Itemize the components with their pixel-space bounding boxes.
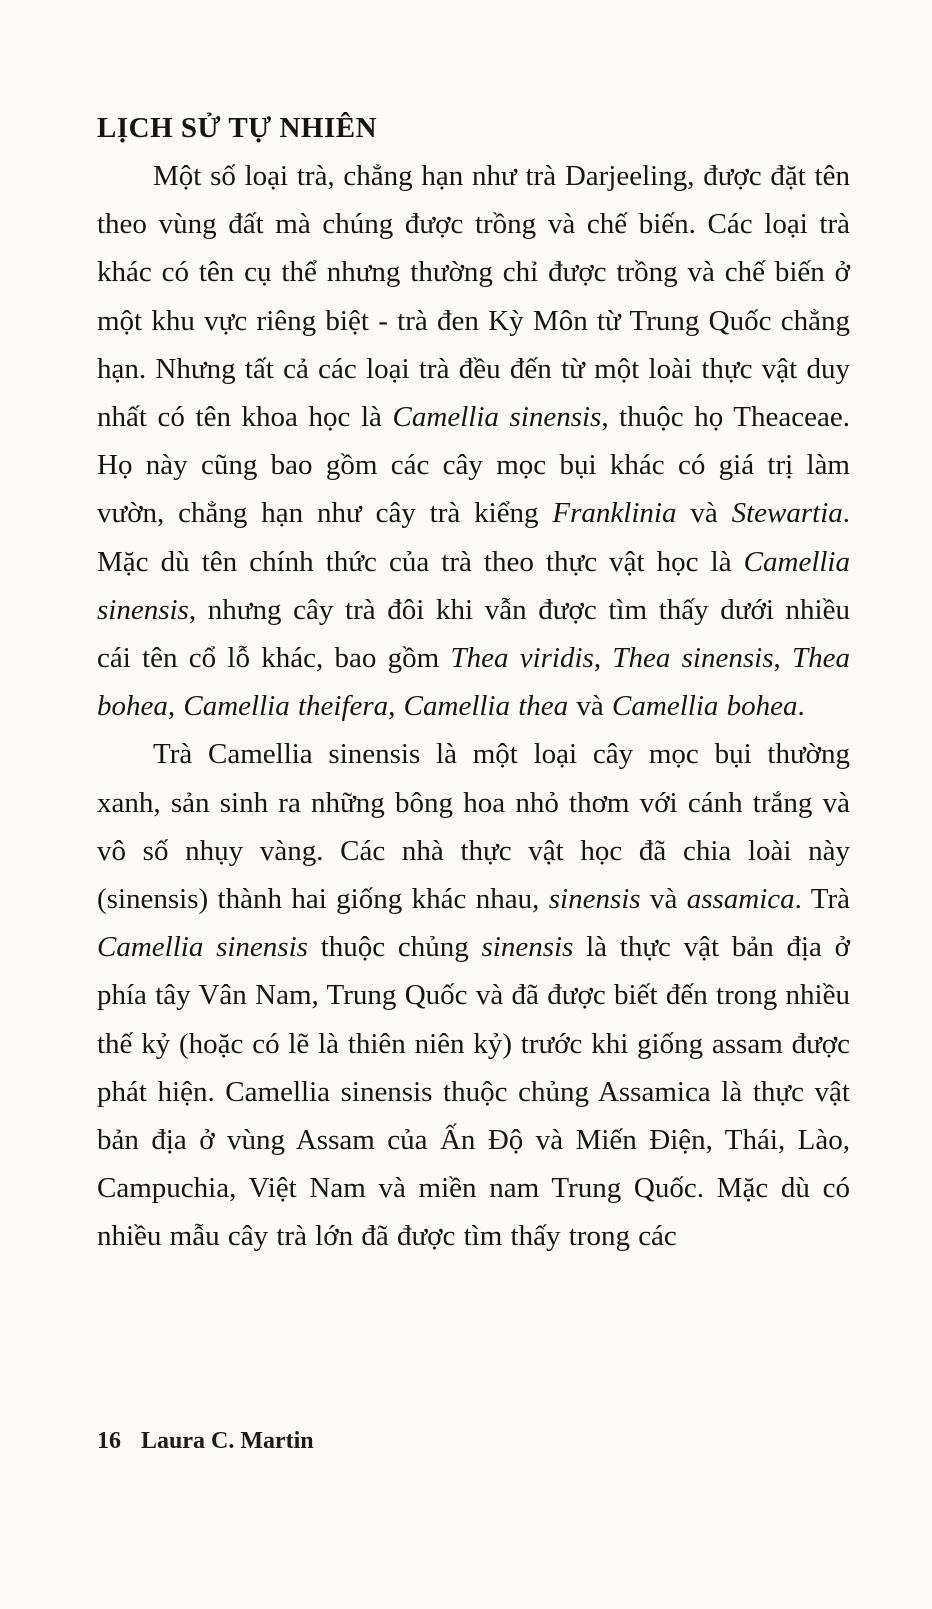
text-run: , [593,642,613,675]
italic-text-run: sinensis [481,931,574,964]
section-heading: LỊCH SỬ TỰ NHIÊN [97,112,378,144]
paragraph [97,152,850,730]
footer-author: Laura C. Martin [141,1428,314,1454]
text-run: . Mặc dù tên chính thức của trà theo thực vật học là [97,497,850,578]
italic-text-run: Camellia thea [403,690,569,723]
text-run: , [388,690,404,723]
text-run: , thuộc họ Theaceae. Họ này cũng bao gồm các cây mọc bụi khác có giá trị làm vườn, chẳng hạn như cây trà kiểng [97,401,850,530]
italic-text-run: Camellia sinensis [97,545,850,626]
text-run: và [568,690,613,723]
page-number: 16 [97,1428,121,1454]
italic-text-run: sinensis [548,883,641,916]
italic-text-run: Camellia bohea [612,690,798,723]
italic-text-run: Camellia theifera [183,690,389,723]
text-run: , nhưng cây trà đôi khi vẫn được tìm thấy dưới nhiều cái tên cổ lỗ khác, bao gồm [97,593,850,675]
page-footer [97,1428,314,1455]
italic-text-run: Stewartia [731,497,843,530]
text-run: . [797,690,805,723]
body-text [97,152,850,1261]
text-run: là thực vật bản địa ở phía tây Vân Nam, Trung Quốc và đã được biết đến trong nhiều thế kỷ (hoặc có lẽ là thiên niên kỷ) trước khi giống assam được phát hiện. Camellia sinensis thuộc chủng Assamica là thực vật bản địa ở vùng Assam của Ấn Độ và Miến Điện, Thái, Lào, Campuchia, Việt Nam và miền nam Trung Quốc. Mặc dù có nhiều mẫu cây trà lớn đã được tìm thấy trong các [97,931,851,1253]
text-run: và [676,497,732,530]
text-run: , [773,642,793,675]
italic-text-run: Camellia sinensis [97,931,308,964]
text-run: Một số loại trà, chẳng hạn như trà Darjeeling, được đặt tên theo vùng đất mà chúng được trồng và chế biến. Các loại trà khác có tên cụ thể nhưng thường chỉ được trồng và chế biến ở một khu vực riêng biệt - trà đen Kỳ Môn từ Trung Quốc chẳng hạn. Nhưng tất cả các loại trà đều đến từ một loài thực vật duy nhất có tên khoa học là [97,160,850,434]
paragraph [97,730,850,1260]
text-run: . Trà [794,883,851,916]
text-run: , [167,690,184,723]
text-run: thuộc chủng [307,931,482,964]
italic-text-run: Camellia sinensis [392,401,602,434]
italic-text-run: Thea viridis [450,642,594,675]
italic-text-run: Thea sinensis [612,642,774,675]
italic-text-run: Thea bohea [97,642,851,723]
italic-text-run: Franklinia [552,497,677,530]
italic-text-run: assamica [686,883,795,916]
text-run: Trà Camellia sinensis là một loại cây mọc bụi thường xanh, sản sinh ra những bông hoa nhỏ thơm với cánh trắng và vô số nhụy vàng. Các nhà thực vật học đã chia loài này (sinensis) thành hai giống khác nhau, [97,738,850,916]
text-run: và [640,883,687,916]
